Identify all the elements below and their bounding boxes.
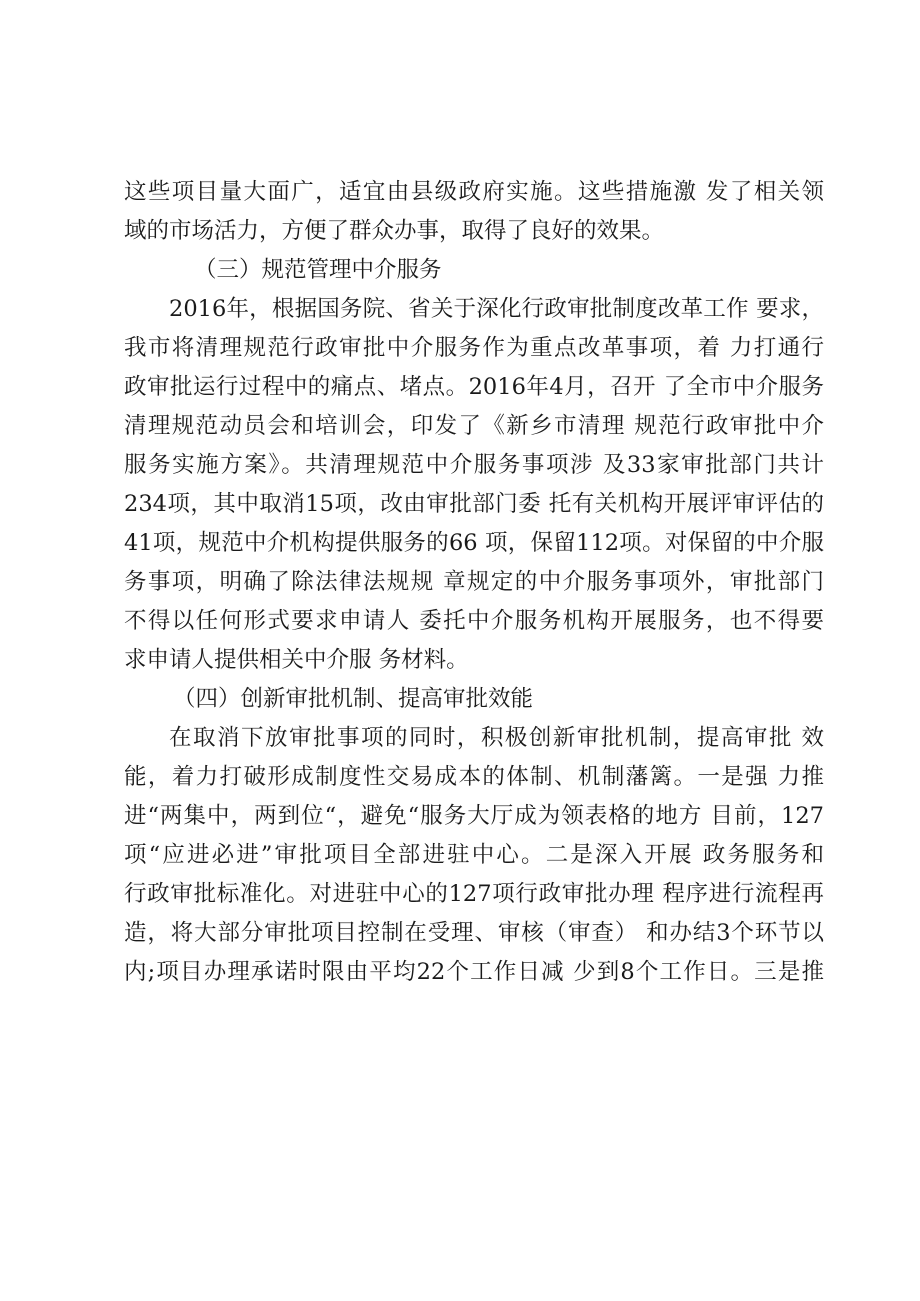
paragraph-line: 能，着力打破形成制度性交易成本的体制、机制藩篱。一是强 力推 [124,764,824,790]
paragraph-1 [124,173,824,251]
paragraph-line: 2016年，根据国务院、省关于深化行政审批制度改革工作 要求， [169,296,824,322]
section-heading-3: （三）规范管理中介服务 [194,257,442,283]
paragraph-2 [124,290,824,680]
paragraph-line: 域的市场活力，方便了群众办事，取得了良好的效果。 [124,218,665,244]
paragraph-line: 在取消下放审批事项的同时，积极创新审批机制，提高审批 效 [169,725,824,751]
paragraph-line: 服务实施方案》。共清理规范中介服务事项涉 及33家审批部门共计 [124,452,824,478]
paragraph-line: 项“应进必进”审批项目全部进驻中心。二是深入开展 政务服务和 [124,842,824,868]
paragraph-line: 造，将大部分审批项目控制在受理、审核（审查） 和办结3个环节以 [124,920,824,946]
paragraph-3 [124,719,824,992]
paragraph-line: 求申请人提供相关中介服 务材料。 [124,647,469,673]
paragraph-line: 清理规范动员会和培训会，印发了《新乡市清理 规范行政审批中介 [124,413,824,439]
section-heading-4: （四）创新审批机制、提高审批效能 [173,686,534,712]
paragraph-line: 内;项目办理承诺时限由平均22个工作日减 少到8个工作日。三是推 [124,959,824,985]
paragraph-line: 41项，规范中介机构提供服务的66 项，保留112项。对保留的中介服 [124,530,824,556]
paragraph-line: 行政审批标准化。对进驻中心的127项行政审批办理 程序进行流程再 [124,881,824,907]
paragraph-line: 234项，其中取消15项，改由审批部门委 托有关机构开展评审评估的 [124,491,824,517]
paragraph-line: 我市将清理规范行政审批中介服务作为重点改革事项，着 力打通行 [124,335,824,361]
paragraph-line: 进“两集中，两到位“，避免“服务大厅成为领表格的地方 目前，127 [124,803,824,829]
paragraph-line: 政审批运行过程中的痛点、堵点。2016年4月，召开 了全市中介服务 [124,374,824,400]
paragraph-line: 不得以任何形式要求申请人 委托中介服务机构开展服务，也不得要 [124,608,824,634]
document-body [124,173,824,992]
paragraph-line: 这些项目量大面广，适宜由县级政府实施。这些措施激 发了相关领 [124,179,824,205]
paragraph-line: 务事项，明确了除法律法规规 章规定的中介服务事项外，审批部门 [124,569,824,595]
